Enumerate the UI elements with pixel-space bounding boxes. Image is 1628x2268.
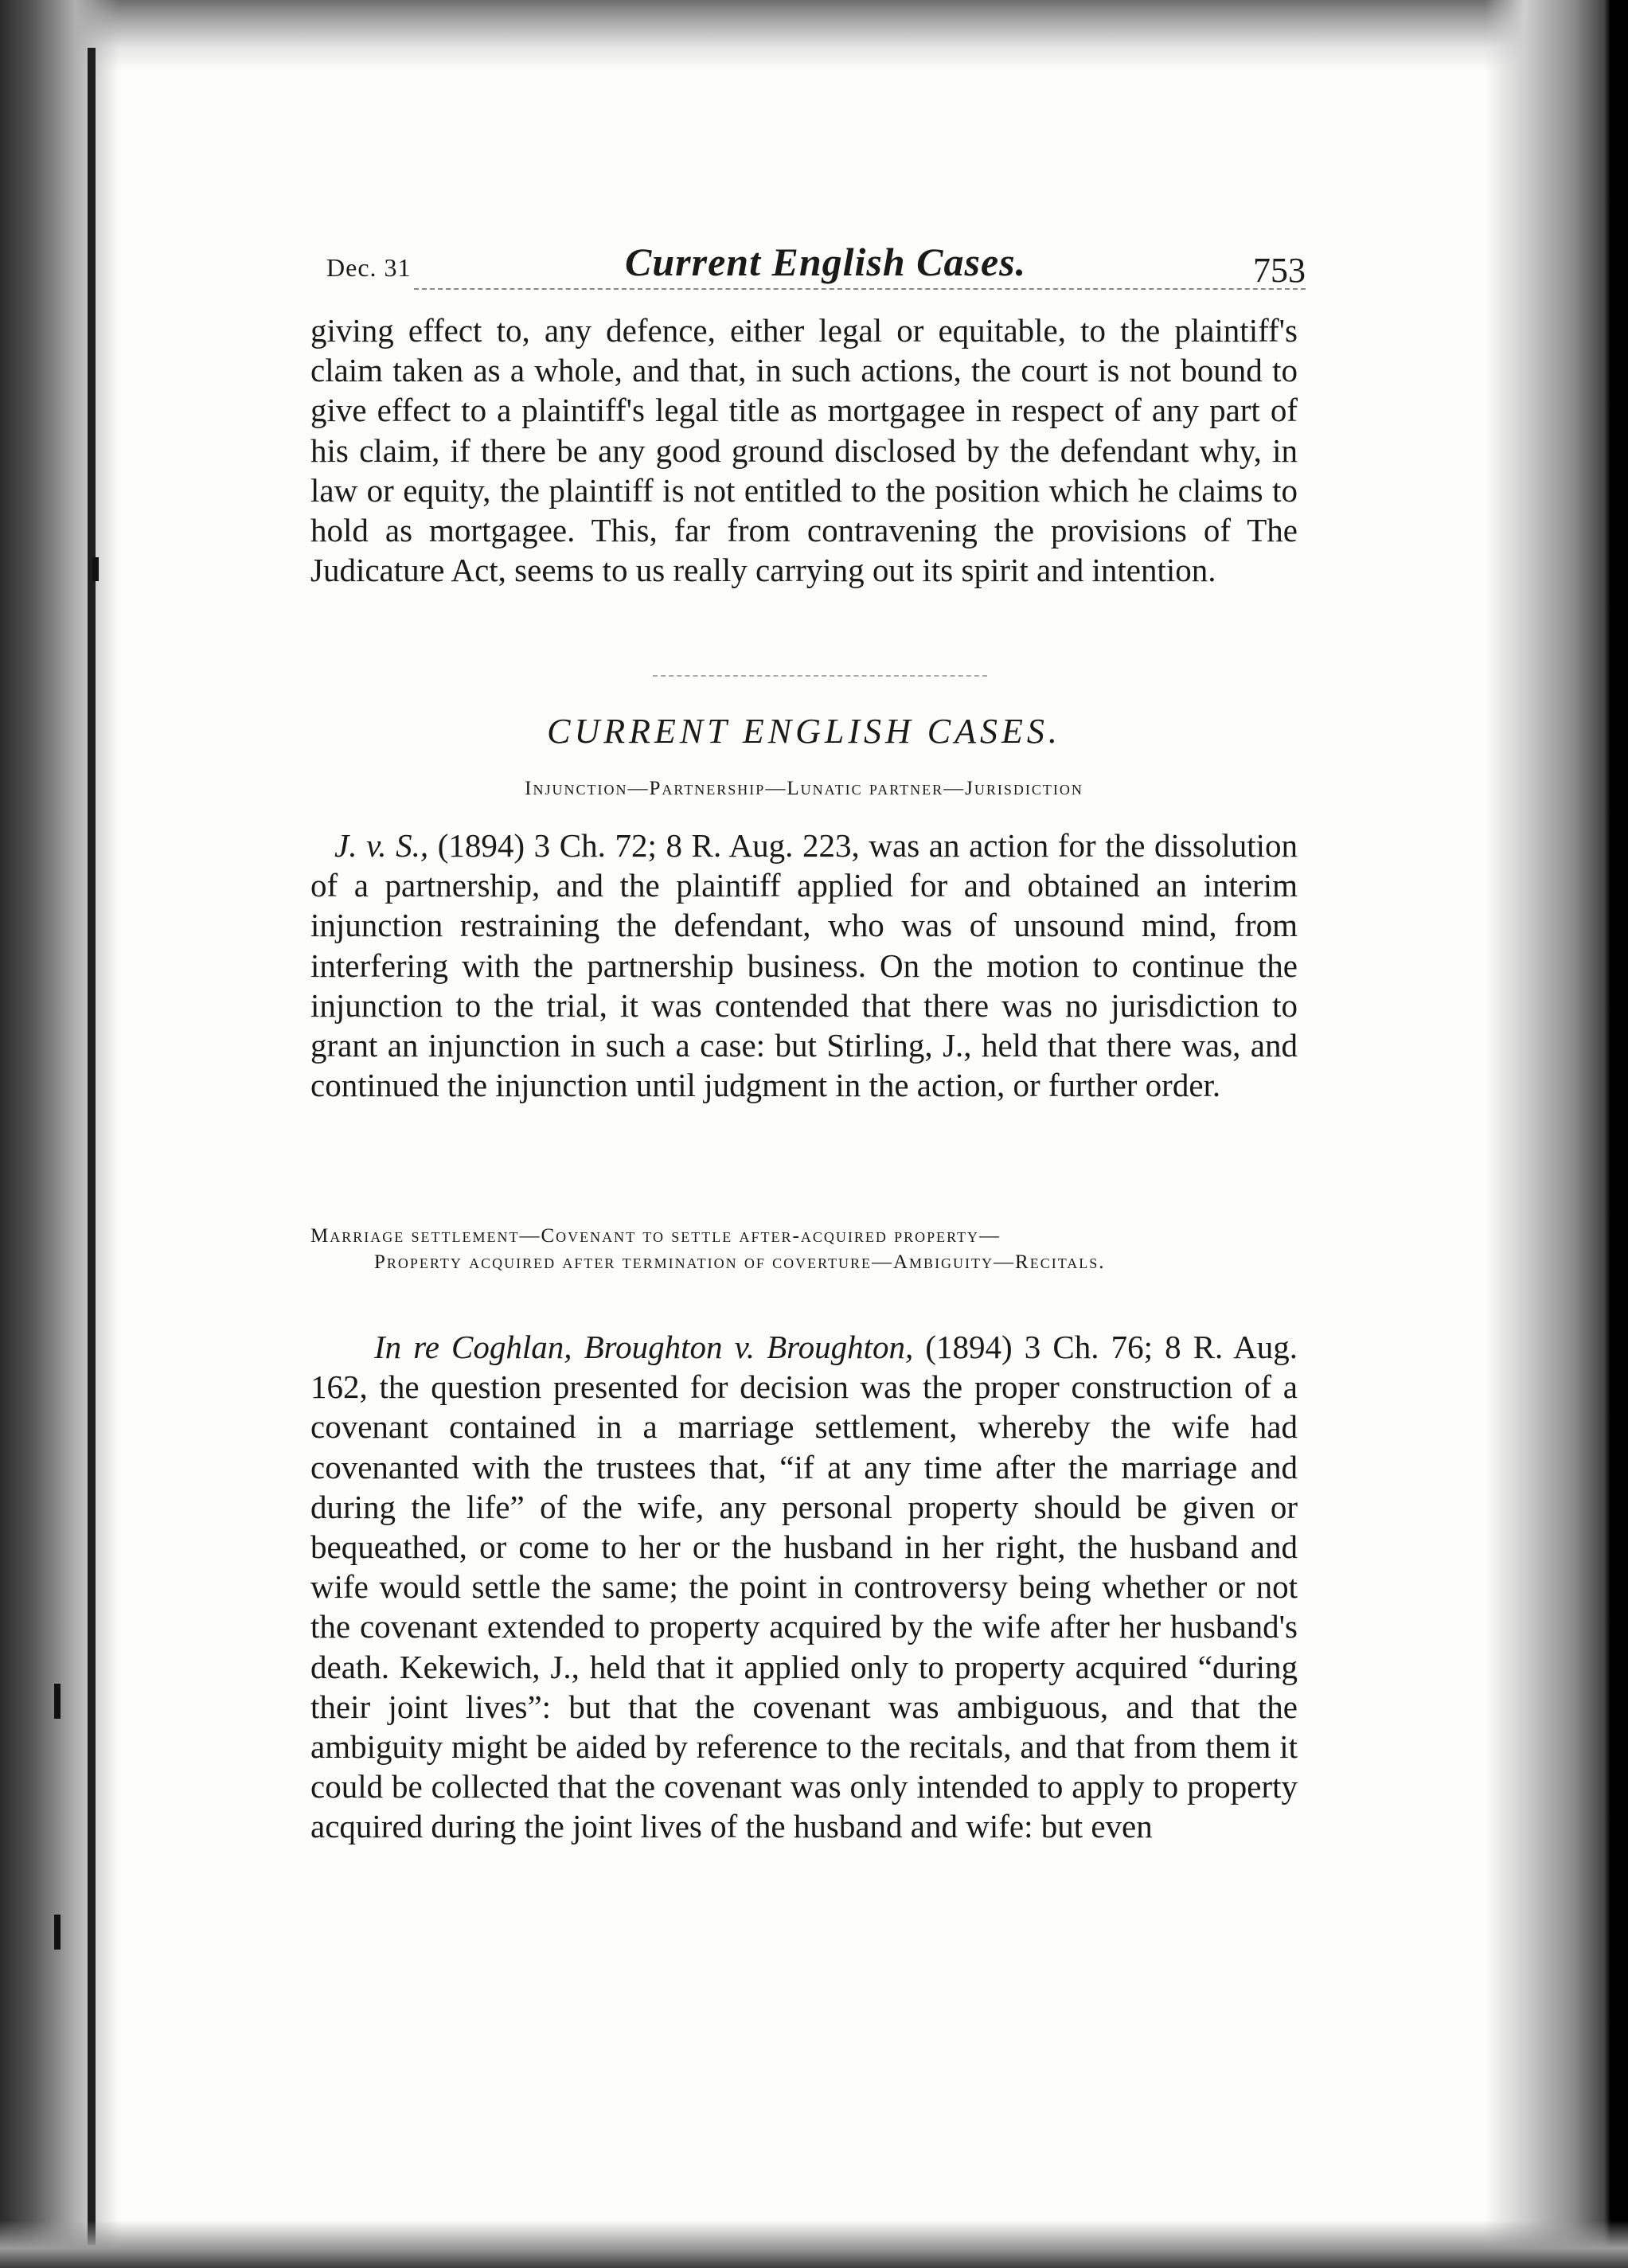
- scan-edge-right: [1485, 0, 1628, 2268]
- margin-mark: [54, 1915, 61, 1950]
- scan-edge-top: [0, 0, 1628, 72]
- header-rule: [414, 288, 1306, 290]
- page-number: 753: [1253, 251, 1306, 290]
- case2-text: (1894) 3 Ch. 76; 8 R. Aug. 162, the question presented for decision was the proper construction of a covenant contained in a marriage settlement, whereby the wife had covenanted with the trustees that, “if at any time after the marriage and during the life” of the wife, any personal property should be given or bequeathed, or come to her or the husband in her right, the husband and wife would settle the same; the point in controversy being whether or not the covenant extended to property acquired by the wife after her husband's death. Kekewich, J., held that it applied only to property acquired “during their joint lives”: but that the covenant was ambiguous, and that the ambiguity might be aided by reference to the recitals, and that from them it could be collected that the covenant was only intended to apply to property acquired during the joint lives of the husband and wife: but even: [310, 1329, 1298, 1845]
- section-divider: [653, 675, 987, 677]
- case2-block: [310, 1327, 1298, 1847]
- opening-paragraph-block: [310, 310, 1298, 590]
- case1-text: (1894) 3 Ch. 72; 8 R. Aug. 223, was an action for the dissolution of a partnership, and the plaintiff applied for and obtained an interim injunction restraining the defendant, who was of unsound mind, from interfering with the partnership business. On the motion to continue the injunction to the trial, it was contended that there was no jurisdiction to grant an injunction in such a case: but Stirling, J., held that there was, and continued the injunction until judgment in the action, or further order.: [310, 827, 1298, 1104]
- scan-edge-bottom: [0, 2220, 1628, 2268]
- running-head: [326, 239, 1306, 303]
- case1-block: [310, 826, 1298, 1105]
- case2-heading-first: Marriage settlement—Covenant to settle after-acquired property—: [310, 1225, 1001, 1247]
- case1-citation: J. v. S.,: [334, 827, 429, 864]
- case2-heading-rest: Property acquired after termination of coverture—Ambiguity—Recitals.: [374, 1251, 1106, 1273]
- margin-mark: [54, 1684, 61, 1719]
- case2-heading: [310, 1223, 1298, 1275]
- binding-line: [88, 48, 96, 2245]
- case2-paragraph: [310, 1327, 1298, 1847]
- case1-paragraph: [310, 826, 1298, 1105]
- section-title: CURRENT ENGLISH CASES.: [547, 712, 1061, 751]
- header-title: Current English Cases.: [625, 240, 1027, 284]
- header-date: Dec. 31: [326, 253, 412, 282]
- case2-citation: In re Coghlan, Broughton v. Broughton,: [374, 1329, 914, 1365]
- margin-mark: [92, 557, 99, 581]
- case1-heading: Injunction—Partnership—Lunatic partner—Jurisdiction: [525, 778, 1083, 799]
- opening-paragraph: giving effect to, any defence, either legal or equitable, to the plaintiff's claim taken as a whole, and that, in such actions, the court is not bound to give effect to a plaintiff's legal title as mortgagee in respect of any part of his claim, if there be any good ground disclosed by the defendant why, in law or equity, the plaintiff is not entitled to the position which he claims to hold as mortgagee. This, far from contravening the provisions of The Judicature Act, seems to us really carrying out its spirit and intention.: [310, 312, 1298, 589]
